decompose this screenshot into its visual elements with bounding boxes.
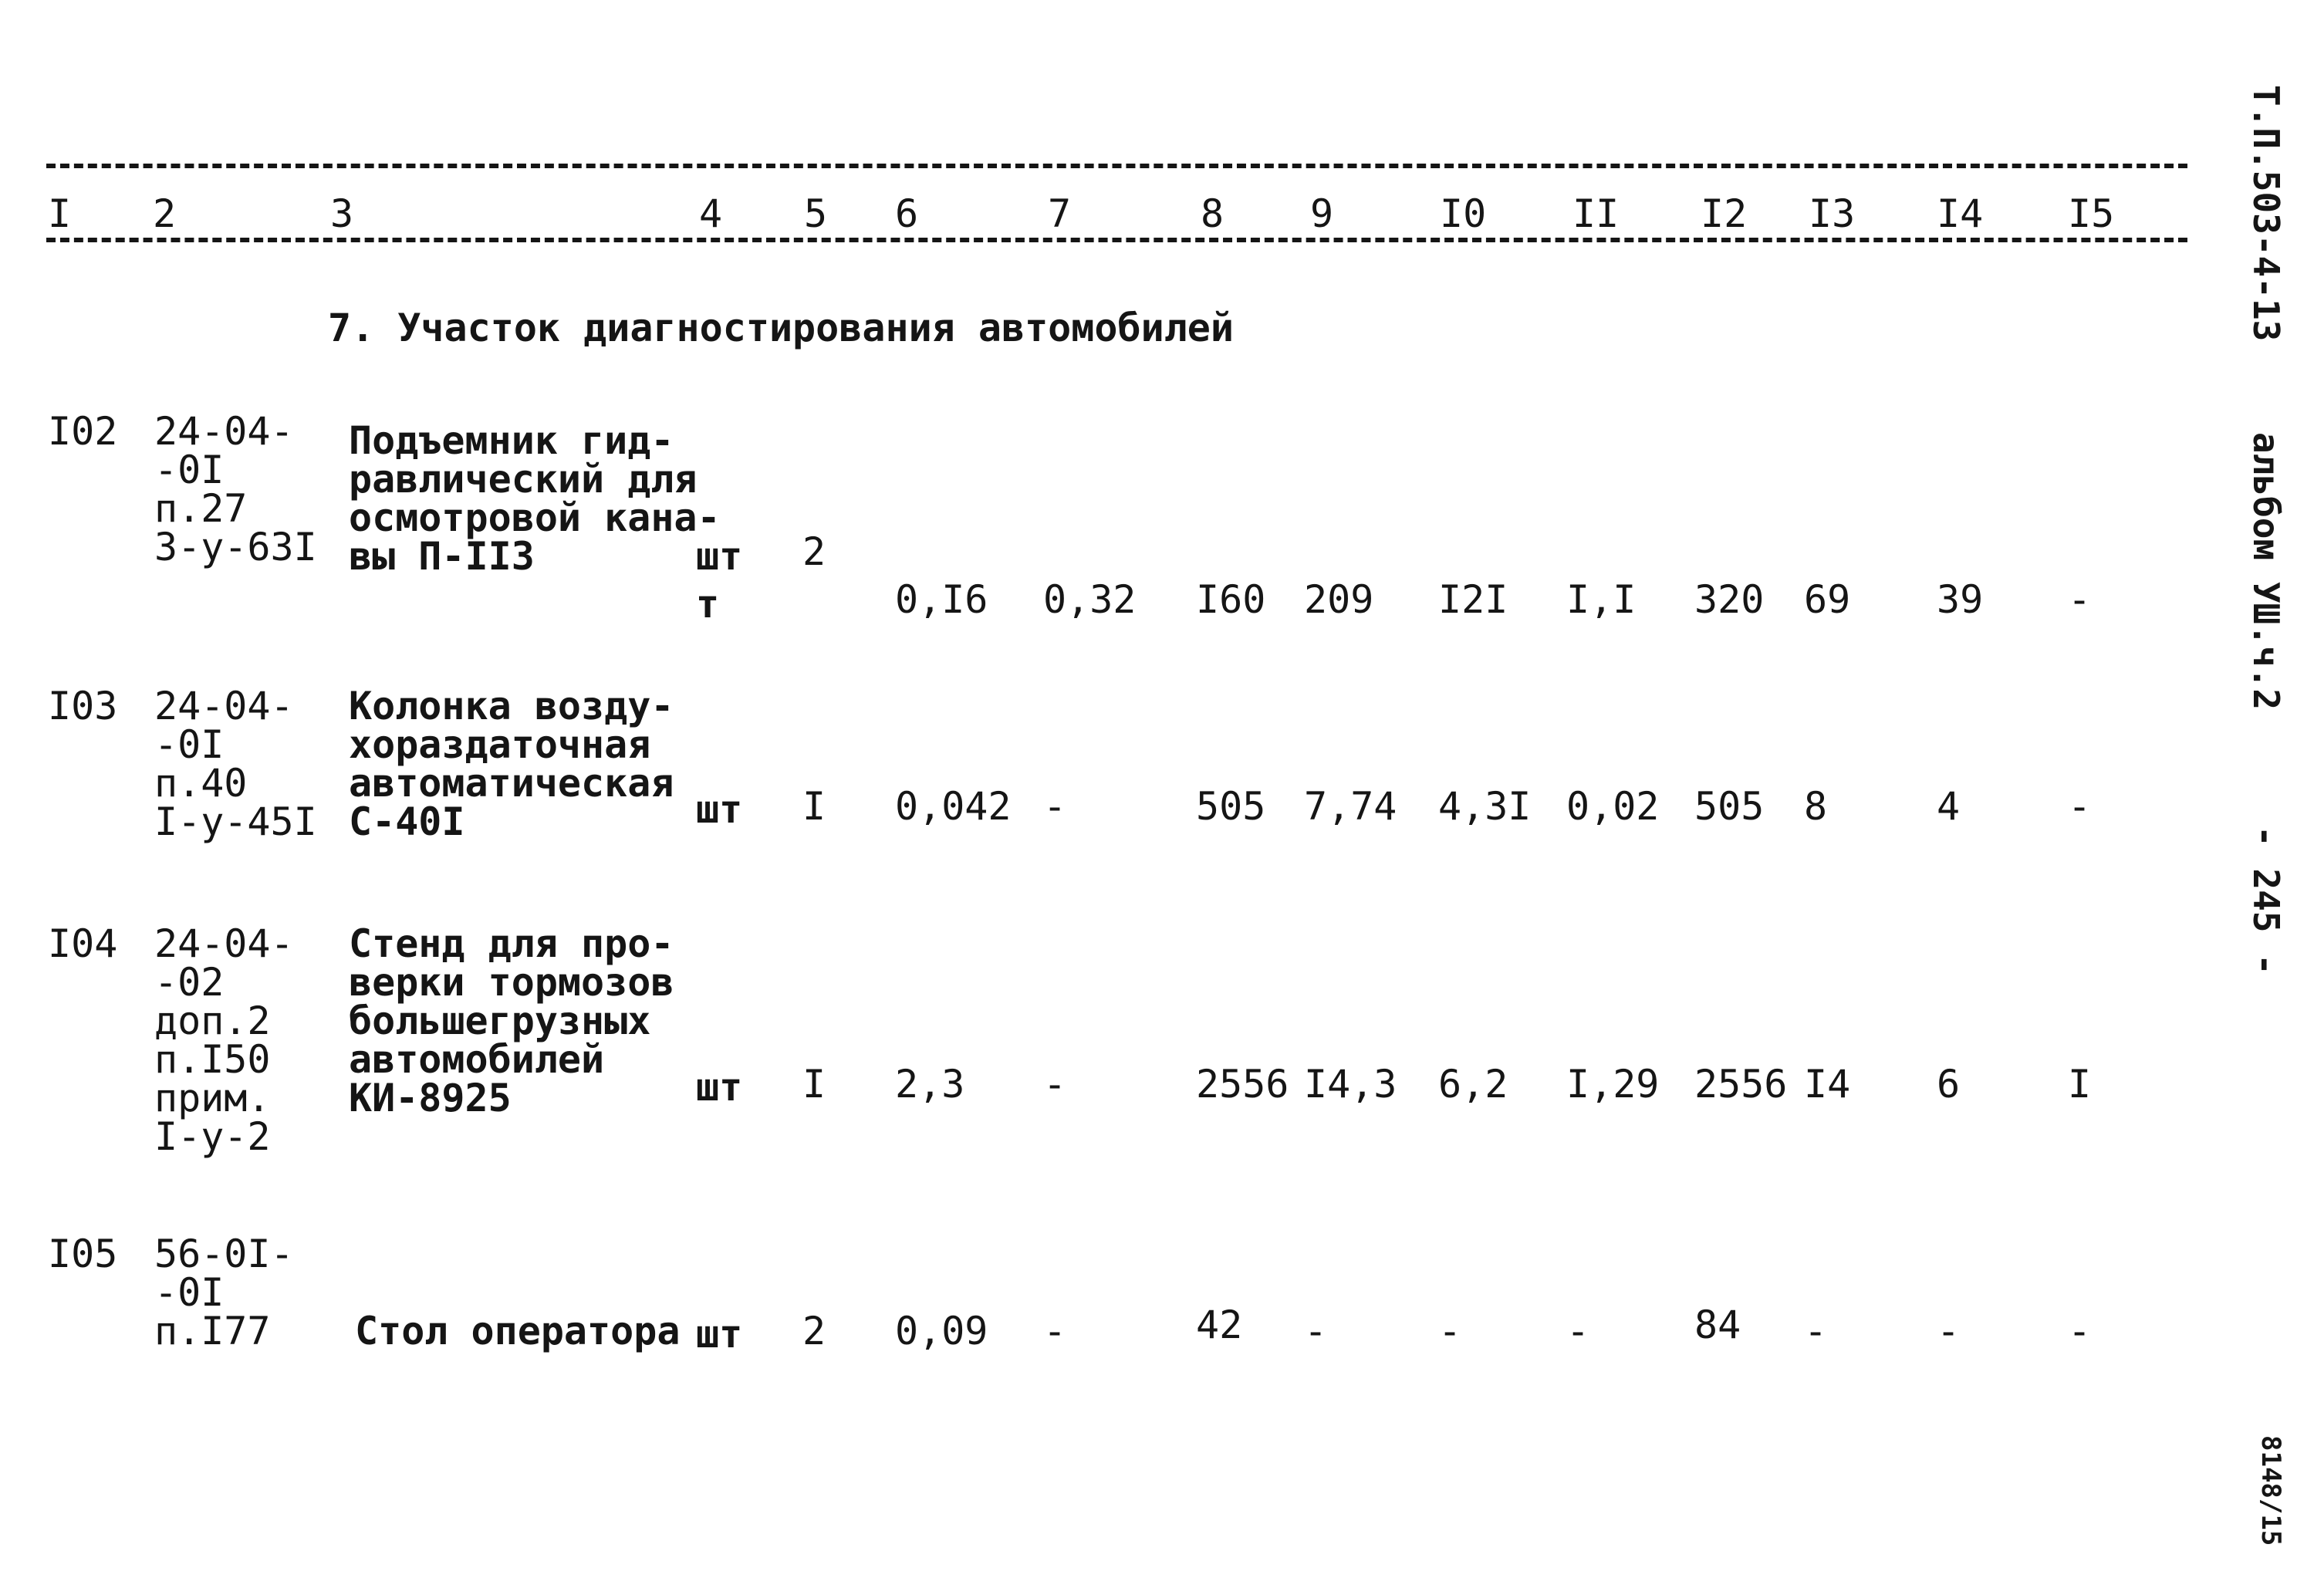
quantity: 2 — [802, 529, 826, 574]
col-num-4: 4 — [699, 191, 723, 236]
col-9-value: I4,3 — [1304, 1062, 1397, 1107]
col-11-value: 0,02 — [1566, 784, 1660, 829]
item-name: Стенд для про- верки тормозов большегрузных автомобилей КИ-8925 — [349, 921, 674, 1120]
col-num-11: II — [1572, 191, 1620, 236]
col-14-value: 4 — [1937, 784, 1961, 829]
row-number: I04 — [48, 921, 118, 966]
col-8-value: 2556 — [1196, 1062, 1289, 1107]
col-9-value: 209 — [1304, 577, 1374, 622]
col-6-value: 0,09 — [895, 1309, 988, 1353]
row-number: I02 — [48, 409, 118, 454]
quantity: 2 — [802, 1309, 826, 1353]
col-8-value: I60 — [1196, 577, 1266, 622]
col-num-15: I5 — [2068, 191, 2115, 236]
col-14-value: 6 — [1937, 1062, 1961, 1107]
col-12-value: 505 — [1694, 784, 1765, 829]
quantity: I — [802, 1062, 826, 1107]
col-num-5: 5 — [804, 191, 828, 236]
col-9-value: - — [1304, 1309, 1328, 1353]
item-name: Колонка возду- хораздаточная автоматическая С-40I — [349, 684, 674, 844]
col-10-value: - — [1438, 1309, 1462, 1353]
col-7-value: - — [1043, 1062, 1067, 1107]
col-6-value: 0,I6 — [895, 577, 988, 622]
item-name: Стол оператора — [355, 1309, 681, 1353]
col-6-value: 2,3 — [895, 1062, 965, 1107]
col-10-value: 4,3I — [1438, 784, 1532, 829]
col-7-value: - — [1043, 784, 1067, 829]
price-code: 24-04- -02 доп.2 п.I50 прим. I-у-2 — [154, 921, 294, 1159]
col-15-value: - — [2068, 784, 2092, 829]
col-num-9: 9 — [1310, 191, 1334, 236]
unit: шт — [696, 1065, 743, 1110]
col-12-value: 320 — [1694, 577, 1765, 622]
col-10-value: I2I — [1438, 577, 1508, 622]
col-6-value: 0,042 — [895, 784, 1012, 829]
col-7-value: 0,32 — [1043, 577, 1137, 622]
col-num-6: 6 — [895, 191, 919, 236]
price-code: 56-0I- -0I п.I77 — [154, 1232, 294, 1353]
price-code: 24-04- -0I п.27 3-у-63I — [154, 409, 317, 569]
archive-mark: 8148/15 — [2255, 1435, 2286, 1546]
page-number: - 245 - — [2245, 826, 2287, 975]
col-13-value: - — [1804, 1309, 1828, 1353]
header-bottom-rule — [46, 238, 2187, 242]
col-14-value: - — [1937, 1309, 1961, 1353]
album-reference: альбом УШ.ч.2 — [2245, 432, 2287, 711]
col-num-13: I3 — [1809, 191, 1856, 236]
row-number: I05 — [48, 1232, 118, 1276]
col-11-value: - — [1566, 1309, 1590, 1353]
col-8-value: 505 — [1196, 784, 1266, 829]
col-7-value: - — [1043, 1309, 1067, 1353]
col-num-8: 8 — [1201, 191, 1224, 236]
col-8-value: 42 — [1196, 1303, 1243, 1347]
col-9-value: 7,74 — [1304, 784, 1397, 829]
col-num-3: 3 — [330, 191, 354, 236]
row-number: I03 — [48, 684, 118, 728]
col-13-value: 69 — [1804, 577, 1851, 622]
unit: шт т — [696, 534, 743, 627]
col-num-1: I — [48, 191, 72, 236]
document-code: Т.П.503-4-13 — [2245, 85, 2287, 342]
col-12-value: 2556 — [1694, 1062, 1788, 1107]
col-15-value: I — [2068, 1062, 2092, 1107]
col-12-value: 84 — [1694, 1303, 1741, 1347]
header-top-rule — [46, 164, 2187, 168]
col-14-value: 39 — [1937, 577, 1984, 622]
col-15-value: - — [2068, 577, 2092, 622]
col-13-value: I4 — [1804, 1062, 1851, 1107]
section-title: 7. Участок диагностирования автомобилей — [328, 306, 1234, 350]
col-num-2: 2 — [153, 191, 177, 236]
item-name: Подъемник гид- равлический для осмотровой кана- вы П-II3 — [349, 418, 721, 579]
col-11-value: I,29 — [1566, 1062, 1660, 1107]
col-13-value: 8 — [1804, 784, 1828, 829]
col-11-value: I,I — [1566, 577, 1637, 622]
col-num-7: 7 — [1048, 191, 1072, 236]
price-code: 24-04- -0I п.40 I-у-45I — [154, 684, 317, 844]
col-num-12: I2 — [1701, 191, 1748, 236]
unit: шт — [696, 1312, 743, 1357]
col-num-14: I4 — [1937, 191, 1984, 236]
unit: шт — [696, 787, 743, 832]
col-num-10: I0 — [1440, 191, 1487, 236]
col-10-value: 6,2 — [1438, 1062, 1508, 1107]
quantity: I — [802, 784, 826, 829]
col-15-value: - — [2068, 1309, 2092, 1353]
